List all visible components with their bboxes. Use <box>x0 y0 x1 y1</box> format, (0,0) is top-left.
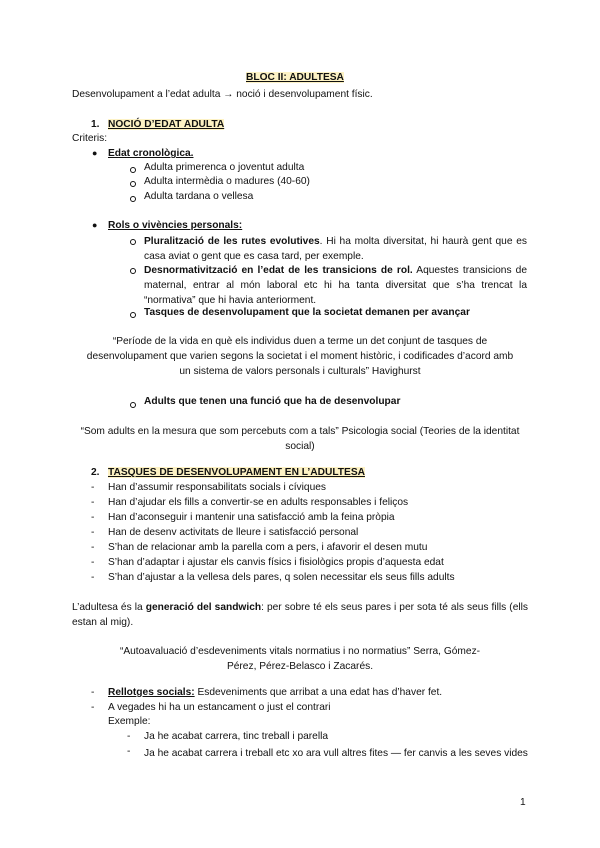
dash-bullet-icon: - <box>127 746 131 757</box>
circle-bullet-icon <box>130 402 136 408</box>
circle-bullet-icon <box>130 167 136 173</box>
section2-number: 2. <box>91 467 100 478</box>
task-item: S’han d’ajustar a la vellesa dels pares, q solen necessitar els seus fills adults <box>108 572 455 583</box>
rols-label: Rols o vivències personals: <box>108 220 243 231</box>
edat-label: Edat cronològica. <box>108 148 194 159</box>
edat-item: Adulta tardana o vellesa <box>144 191 254 202</box>
task-item: S’han de relacionar amb la parella com a pers, i afavorir el desen mutu <box>108 542 428 553</box>
circle-bullet-icon <box>130 181 136 187</box>
sandwich-paragraph: L’adultesa és la generació del sandwich: per sobre té els seus pares i per sota té als seus fills (ells estan al mig). <box>72 602 528 628</box>
dash-bullet-icon: - <box>91 527 95 538</box>
circle-bullet-icon <box>130 312 136 318</box>
task-item: Han d’assumir responsabilitats socials i cíviques <box>108 482 326 493</box>
exemple-label: Exemple: <box>108 716 151 727</box>
rols-item: Pluralització de les rutes evolutives. Hi ha molta diversitat, hi haurà gent que es casa aviat o gent que es casa tard, per exemple. <box>144 236 527 262</box>
page-title: BLOC II: ADULTESA <box>246 72 344 83</box>
bullet-icon: ● <box>92 220 98 230</box>
rols-item: Tasques de desenvolupament que la societat demanen per avançar <box>144 307 470 318</box>
rols-item: Desnormativització en l’edat de les transicions de rol. Aquestes transicions de maternal, entrar al món laboral etc hi ha tanta diversitat que s’ha trencat la “normativa” que hi havia anteriorment. <box>144 265 527 306</box>
task-item: Han d’ajudar els fills a convertir-se en adults responsables i feliços <box>108 497 409 508</box>
task-item: Han de desenv activitats de lleure i satisfacció personal <box>108 527 359 538</box>
task-item: S’han d’adaptar i ajustar els canvis físics i fisiològics propis d’aquesta edat <box>108 557 444 568</box>
dash-bullet-icon: - <box>91 497 95 508</box>
circle-bullet-icon <box>130 196 136 202</box>
dash-bullet-icon: - <box>91 542 95 553</box>
circle-bullet-icon <box>130 239 136 245</box>
example-item: Ja he acabat carrera i treball etc xo ara vull altres fites — fer canvis a les seves vides <box>144 748 528 759</box>
criteria-label: Criteris: <box>72 133 108 144</box>
havighurst-quote: “Període de la vida en què els individus duen a terme un det conjunt de tasques de desenvolupament que varien segons la societat i el moment històric, i codificades d’acord amb un sistema de valors personals i culturals” Havighurst <box>86 336 514 377</box>
page-number: 1 <box>520 797 526 808</box>
section1-heading: NOCIÓ D’EDAT ADULTA <box>108 119 225 130</box>
social-psychology-quote: “Som adults en la mesura que som percebuts com a tals” Psicologia social (Teories de la identitat social) <box>80 426 520 452</box>
task-item: Han d’aconseguir i mantenir una satisfacció amb la feina pròpia <box>108 512 395 523</box>
dash-bullet-icon: - <box>91 482 95 493</box>
intro-text: Desenvolupament a l’edat adulta → noció i desenvolupament físic. <box>72 89 373 100</box>
circle-bullet-icon <box>130 268 136 274</box>
edat-item: Adulta primerenca o joventut adulta <box>144 162 305 173</box>
adults-item: Adults que tenen una funció que ha de desenvolupar <box>144 396 401 407</box>
dash-bullet-icon: - <box>91 687 95 698</box>
dash-bullet-icon: - <box>91 572 95 583</box>
section2-heading: TASQUES DE DESENVOLUPAMENT EN L’ADULTESA <box>108 467 365 478</box>
edat-item: Adulta intermèdia o madures (40-60) <box>144 176 310 187</box>
dash-bullet-icon: - <box>91 512 95 523</box>
section1-number: 1. <box>91 119 100 130</box>
dash-bullet-icon: - <box>127 731 131 742</box>
vegades-item: A vegades hi ha un estancament o just el contrari <box>108 702 331 713</box>
bullet-icon: ● <box>92 148 98 158</box>
dash-bullet-icon: - <box>91 702 95 713</box>
example-item: Ja he acabat carrera, tinc treball i parella <box>144 731 329 742</box>
dash-bullet-icon: - <box>91 557 95 568</box>
serra-quote: “Autoavaluació d’esdeveniments vitals normatius i no normatius” Serra, Gómez-Pérez, Pérez-Belasco i Zacarés. <box>119 646 481 672</box>
rellotges-item: Rellotges socials: Esdeveniments que arribat a una edat has d’haver fet. <box>108 687 443 698</box>
